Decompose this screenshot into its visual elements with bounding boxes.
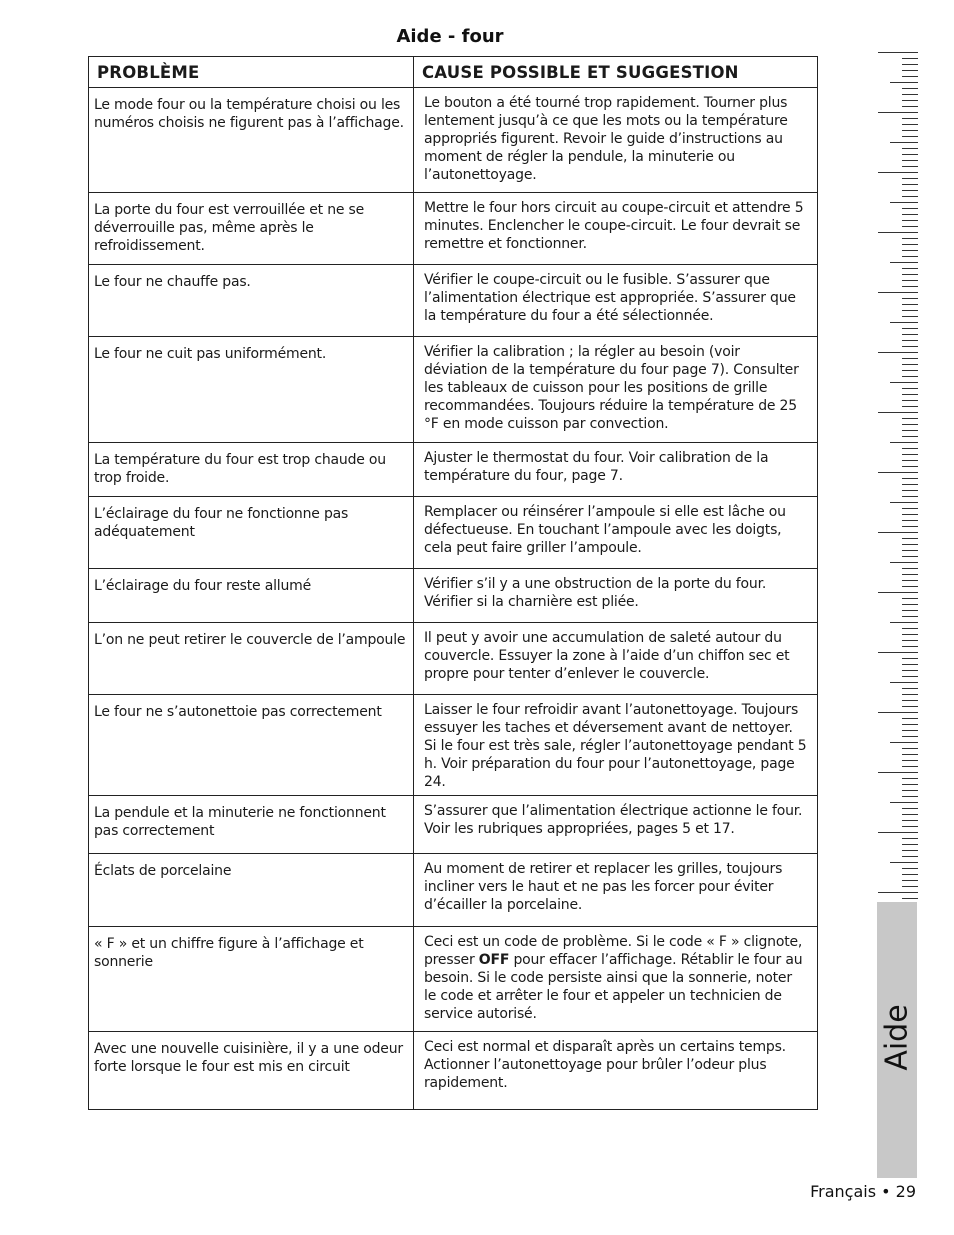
page-footer: Français • 29 bbox=[810, 1182, 916, 1201]
problem-cell: La porte du four est verrouillée et ne se déverrouille pas, même après le refroidissement. bbox=[94, 202, 365, 254]
ruler-tick bbox=[878, 712, 918, 713]
ruler-tick bbox=[902, 856, 918, 857]
ruler-tick bbox=[902, 268, 918, 269]
ruler-tick bbox=[902, 808, 918, 809]
table-row bbox=[89, 927, 818, 1032]
ruler-tick bbox=[902, 478, 918, 479]
ruler-tick bbox=[878, 472, 918, 473]
ruler-tick bbox=[902, 388, 918, 389]
ruler-tick bbox=[902, 178, 918, 179]
ruler-tick bbox=[902, 130, 918, 131]
ruler-tick bbox=[902, 604, 918, 605]
ruler-tick bbox=[878, 592, 918, 593]
ruler-tick bbox=[902, 166, 918, 167]
ruler-tick bbox=[902, 424, 918, 425]
ruler-tick bbox=[902, 508, 918, 509]
ruler-tick bbox=[902, 448, 918, 449]
troubleshooting-table bbox=[88, 56, 818, 1110]
table-row bbox=[89, 497, 818, 569]
ruler-tick bbox=[902, 340, 918, 341]
ruler-tick bbox=[890, 142, 918, 143]
ruler-tick bbox=[878, 112, 918, 113]
ruler-tick bbox=[902, 280, 918, 281]
ruler-tick bbox=[902, 238, 918, 239]
ruler-tick bbox=[902, 124, 918, 125]
problem-cell: L’éclairage du four ne fonctionne pas adéquatement bbox=[94, 506, 349, 540]
ruler-tick bbox=[902, 94, 918, 95]
ruler-tick bbox=[902, 316, 918, 317]
ruler-tick bbox=[902, 298, 918, 299]
problem-cell: Avec une nouvelle cuisinière, il y a une odeur forte lorsque le four est mis en circuit bbox=[94, 1041, 403, 1075]
ruler-tick bbox=[902, 346, 918, 347]
ruler-tick bbox=[902, 538, 918, 539]
ruler-tick bbox=[890, 382, 918, 383]
ruler-tick bbox=[890, 202, 918, 203]
ruler-tick bbox=[902, 454, 918, 455]
ruler-tick bbox=[902, 886, 918, 887]
ruler-tick bbox=[878, 532, 918, 533]
ruler-tick bbox=[878, 892, 918, 893]
ruler-tick bbox=[902, 310, 918, 311]
ruler-tick bbox=[902, 208, 918, 209]
ruler-tick bbox=[902, 184, 918, 185]
cause-cell: Vérifier le coupe-circuit ou le fusible. S’assurer que l’alimentation électrique est appropriée. S’assurer que la température du four a été sélectionnée. bbox=[424, 272, 796, 324]
cause-cell: S’assurer que l’alimentation électrique actionne le four. Voir les rubriques appropriées, pages 5 et 17. bbox=[424, 803, 803, 837]
ruler-tick bbox=[890, 682, 918, 683]
cause-text-after: pour effacer l’affichage. Rétablir le four au besoin. Si le code persiste ainsi que la sonnerie, noter le code et arrêter le four et appeler un technicien de service autorisé. bbox=[424, 952, 803, 1022]
ruler-tick bbox=[902, 724, 918, 725]
ruler-tick bbox=[902, 418, 918, 419]
ruler-tick bbox=[902, 100, 918, 101]
ruler-tick bbox=[902, 814, 918, 815]
ruler-tick bbox=[902, 226, 918, 227]
problem-cell: Le four ne cuit pas uniformément. bbox=[94, 346, 327, 362]
ruler-tick bbox=[902, 286, 918, 287]
ruler-tick bbox=[902, 736, 918, 737]
ruler-tick bbox=[902, 76, 918, 77]
table-row bbox=[89, 337, 818, 443]
column-header-problem: PROBLÈME bbox=[89, 57, 414, 88]
ruler-tick bbox=[902, 646, 918, 647]
ruler-tick bbox=[902, 658, 918, 659]
ruler-tick bbox=[902, 196, 918, 197]
ruler-tick bbox=[902, 586, 918, 587]
cause-cell: Laisser le four refroidir avant l’autonettoyage. Toujours essuyer les taches et déversement avant de nettoyer. Si le four est très sale, régler l’autonettoyage pendant 5 h. Voir préparation du four pour l’autonettoyage, page 24. bbox=[424, 702, 807, 790]
ruler-tick bbox=[878, 832, 918, 833]
ruler-tick bbox=[902, 760, 918, 761]
ruler-tick bbox=[890, 622, 918, 623]
ruler-tick bbox=[902, 874, 918, 875]
ruler-tick bbox=[902, 754, 918, 755]
side-ruler bbox=[876, 52, 918, 902]
ruler-tick bbox=[902, 790, 918, 791]
ruler-tick bbox=[902, 778, 918, 779]
ruler-tick bbox=[902, 148, 918, 149]
off-keyword: OFF bbox=[478, 952, 510, 968]
table-row bbox=[89, 193, 818, 265]
ruler-tick bbox=[902, 628, 918, 629]
ruler-tick bbox=[902, 700, 918, 701]
cause-cell: Au moment de retirer et replacer les grilles, toujours incliner vers le haut et ne pas les forcer pour éviter d’écailler la porcelaine. bbox=[424, 861, 783, 913]
ruler-tick bbox=[902, 490, 918, 491]
cause-cell: Ceci est normal et disparaît après un certains temps. Actionner l’autonettoyage pour brûler l’odeur plus rapidement. bbox=[424, 1039, 786, 1091]
ruler-tick bbox=[902, 550, 918, 551]
ruler-tick bbox=[890, 442, 918, 443]
side-tab-label: Aide bbox=[879, 1003, 915, 1071]
ruler-tick bbox=[902, 664, 918, 665]
ruler-tick bbox=[878, 412, 918, 413]
cause-cell: Vérifier s’il y a une obstruction de la porte du four. Vérifier si la charnière est pliée. bbox=[424, 576, 767, 610]
ruler-tick bbox=[890, 802, 918, 803]
ruler-tick bbox=[902, 868, 918, 869]
ruler-tick bbox=[902, 844, 918, 845]
ruler-tick bbox=[902, 826, 918, 827]
table-row bbox=[89, 265, 818, 337]
ruler-tick bbox=[890, 262, 918, 263]
table-header-row bbox=[89, 57, 818, 88]
ruler-tick bbox=[902, 334, 918, 335]
problem-cell: La pendule et la minuterie ne fonctionnent pas correctement bbox=[94, 805, 386, 839]
ruler-tick bbox=[890, 322, 918, 323]
ruler-tick bbox=[878, 52, 918, 53]
ruler-tick bbox=[902, 250, 918, 251]
ruler-tick bbox=[902, 136, 918, 137]
ruler-tick bbox=[902, 766, 918, 767]
cause-cell bbox=[414, 927, 817, 1023]
cause-cell: Vérifier la calibration ; la régler au besoin (voir déviation de la température du four page 7). Consulter les tableaux de cuisson pour les positions de grille recommandées. Toujours réduire la température de 25 °F en mode cuisson par convection. bbox=[424, 344, 799, 432]
cause-text-before: Ceci est un code de problème. Si le code « F » clignote, presser bbox=[424, 934, 803, 968]
ruler-tick bbox=[902, 64, 918, 65]
ruler-tick bbox=[878, 292, 918, 293]
problem-cell: La température du four est trop chaude ou trop froide. bbox=[94, 452, 386, 486]
ruler-tick bbox=[902, 160, 918, 161]
ruler-tick bbox=[902, 460, 918, 461]
cause-cell: Le bouton a été tourné trop rapidement. Tourner plus lentement jusqu’à ce que les mots ou la température appropriés figurent. Revoir le guide d’instructions au moment de régler la pendule, la minuterie ou l’autonettoyage. bbox=[424, 95, 788, 183]
ruler-tick bbox=[902, 118, 918, 119]
ruler-tick bbox=[902, 496, 918, 497]
ruler-tick bbox=[902, 304, 918, 305]
ruler-tick bbox=[902, 358, 918, 359]
problem-cell: L’éclairage du four reste allumé bbox=[94, 578, 311, 594]
ruler-tick bbox=[902, 214, 918, 215]
table-row bbox=[89, 88, 818, 193]
ruler-tick bbox=[902, 706, 918, 707]
table-row bbox=[89, 1032, 818, 1110]
ruler-tick bbox=[902, 568, 918, 569]
ruler-tick bbox=[902, 694, 918, 695]
ruler-tick bbox=[902, 718, 918, 719]
page-title: Aide - four bbox=[396, 26, 504, 47]
ruler-tick bbox=[902, 850, 918, 851]
ruler-tick bbox=[902, 580, 918, 581]
ruler-tick bbox=[902, 784, 918, 785]
ruler-tick bbox=[902, 544, 918, 545]
ruler-tick bbox=[902, 598, 918, 599]
table-row bbox=[89, 796, 818, 854]
side-tab-label-box bbox=[877, 1002, 917, 1072]
ruler-tick bbox=[902, 88, 918, 89]
problem-cell: Le four ne s’autonettoie pas correctement bbox=[94, 704, 382, 720]
ruler-tick bbox=[902, 556, 918, 557]
ruler-tick bbox=[902, 796, 918, 797]
ruler-tick bbox=[902, 514, 918, 515]
ruler-tick bbox=[902, 274, 918, 275]
table-row bbox=[89, 623, 818, 695]
ruler-tick bbox=[902, 688, 918, 689]
ruler-tick bbox=[902, 400, 918, 401]
ruler-tick bbox=[902, 838, 918, 839]
ruler-tick bbox=[902, 616, 918, 617]
ruler-tick bbox=[902, 526, 918, 527]
ruler-tick bbox=[902, 748, 918, 749]
problem-cell: Le four ne chauffe pas. bbox=[94, 274, 251, 290]
ruler-tick bbox=[902, 58, 918, 59]
ruler-tick bbox=[902, 610, 918, 611]
ruler-tick bbox=[902, 574, 918, 575]
ruler-tick bbox=[890, 742, 918, 743]
ruler-tick bbox=[902, 898, 918, 899]
ruler-tick bbox=[902, 640, 918, 641]
ruler-tick bbox=[902, 364, 918, 365]
ruler-tick bbox=[902, 436, 918, 437]
problem-cell: « F » et un chiffre figure à l’affichage et sonnerie bbox=[94, 936, 364, 970]
ruler-tick bbox=[878, 232, 918, 233]
ruler-tick bbox=[902, 406, 918, 407]
ruler-tick bbox=[902, 106, 918, 107]
problem-cell: Éclats de porcelaine bbox=[94, 863, 232, 879]
cause-cell: Il peut y avoir une accumulation de saleté autour du couvercle. Essuyer la zone à l’aide d’un chiffon sec et propre pour tenter d’enlever le couvercle. bbox=[424, 630, 790, 682]
ruler-tick bbox=[902, 256, 918, 257]
ruler-tick bbox=[902, 328, 918, 329]
ruler-tick bbox=[902, 820, 918, 821]
ruler-tick bbox=[902, 70, 918, 71]
ruler-tick bbox=[902, 430, 918, 431]
cause-cell: Remplacer ou réinsérer l’ampoule si elle est lâche ou défectueuse. En touchant l’ampoule avec les doigts, cela peut faire griller l’ampoule. bbox=[424, 504, 786, 556]
problem-cell: Le mode four ou la température choisi ou les numéros choisis ne figurent pas à l’affichage. bbox=[94, 97, 404, 131]
table-row bbox=[89, 443, 818, 497]
ruler-tick bbox=[902, 244, 918, 245]
ruler-tick bbox=[878, 172, 918, 173]
ruler-tick bbox=[902, 484, 918, 485]
table-row bbox=[89, 569, 818, 623]
cause-cell: Ajuster le thermostat du four. Voir calibration de la température du four, page 7. bbox=[424, 450, 769, 484]
ruler-tick bbox=[902, 220, 918, 221]
ruler-tick bbox=[878, 352, 918, 353]
cause-cell: Mettre le four hors circuit au coupe-circuit et attendre 5 minutes. Enclencher le coupe-circuit. Le four devrait se remettre et fonctionner. bbox=[424, 200, 804, 252]
ruler-tick bbox=[902, 190, 918, 191]
ruler-tick bbox=[902, 370, 918, 371]
ruler-tick bbox=[890, 82, 918, 83]
column-header-cause: CAUSE POSSIBLE ET SUGGESTION bbox=[414, 57, 818, 88]
ruler-tick bbox=[878, 652, 918, 653]
ruler-tick bbox=[890, 502, 918, 503]
ruler-tick bbox=[902, 634, 918, 635]
ruler-tick bbox=[902, 466, 918, 467]
ruler-tick bbox=[902, 394, 918, 395]
ruler-tick bbox=[902, 376, 918, 377]
ruler-tick bbox=[878, 772, 918, 773]
table-row bbox=[89, 854, 818, 927]
table-row bbox=[89, 695, 818, 796]
ruler-tick bbox=[890, 562, 918, 563]
problem-cell: L’on ne peut retirer le couvercle de l’ampoule bbox=[94, 632, 406, 648]
ruler-tick bbox=[890, 862, 918, 863]
ruler-tick bbox=[902, 676, 918, 677]
ruler-tick bbox=[902, 880, 918, 881]
ruler-tick bbox=[902, 730, 918, 731]
ruler-tick bbox=[902, 670, 918, 671]
ruler-tick bbox=[902, 520, 918, 521]
ruler-tick bbox=[902, 154, 918, 155]
